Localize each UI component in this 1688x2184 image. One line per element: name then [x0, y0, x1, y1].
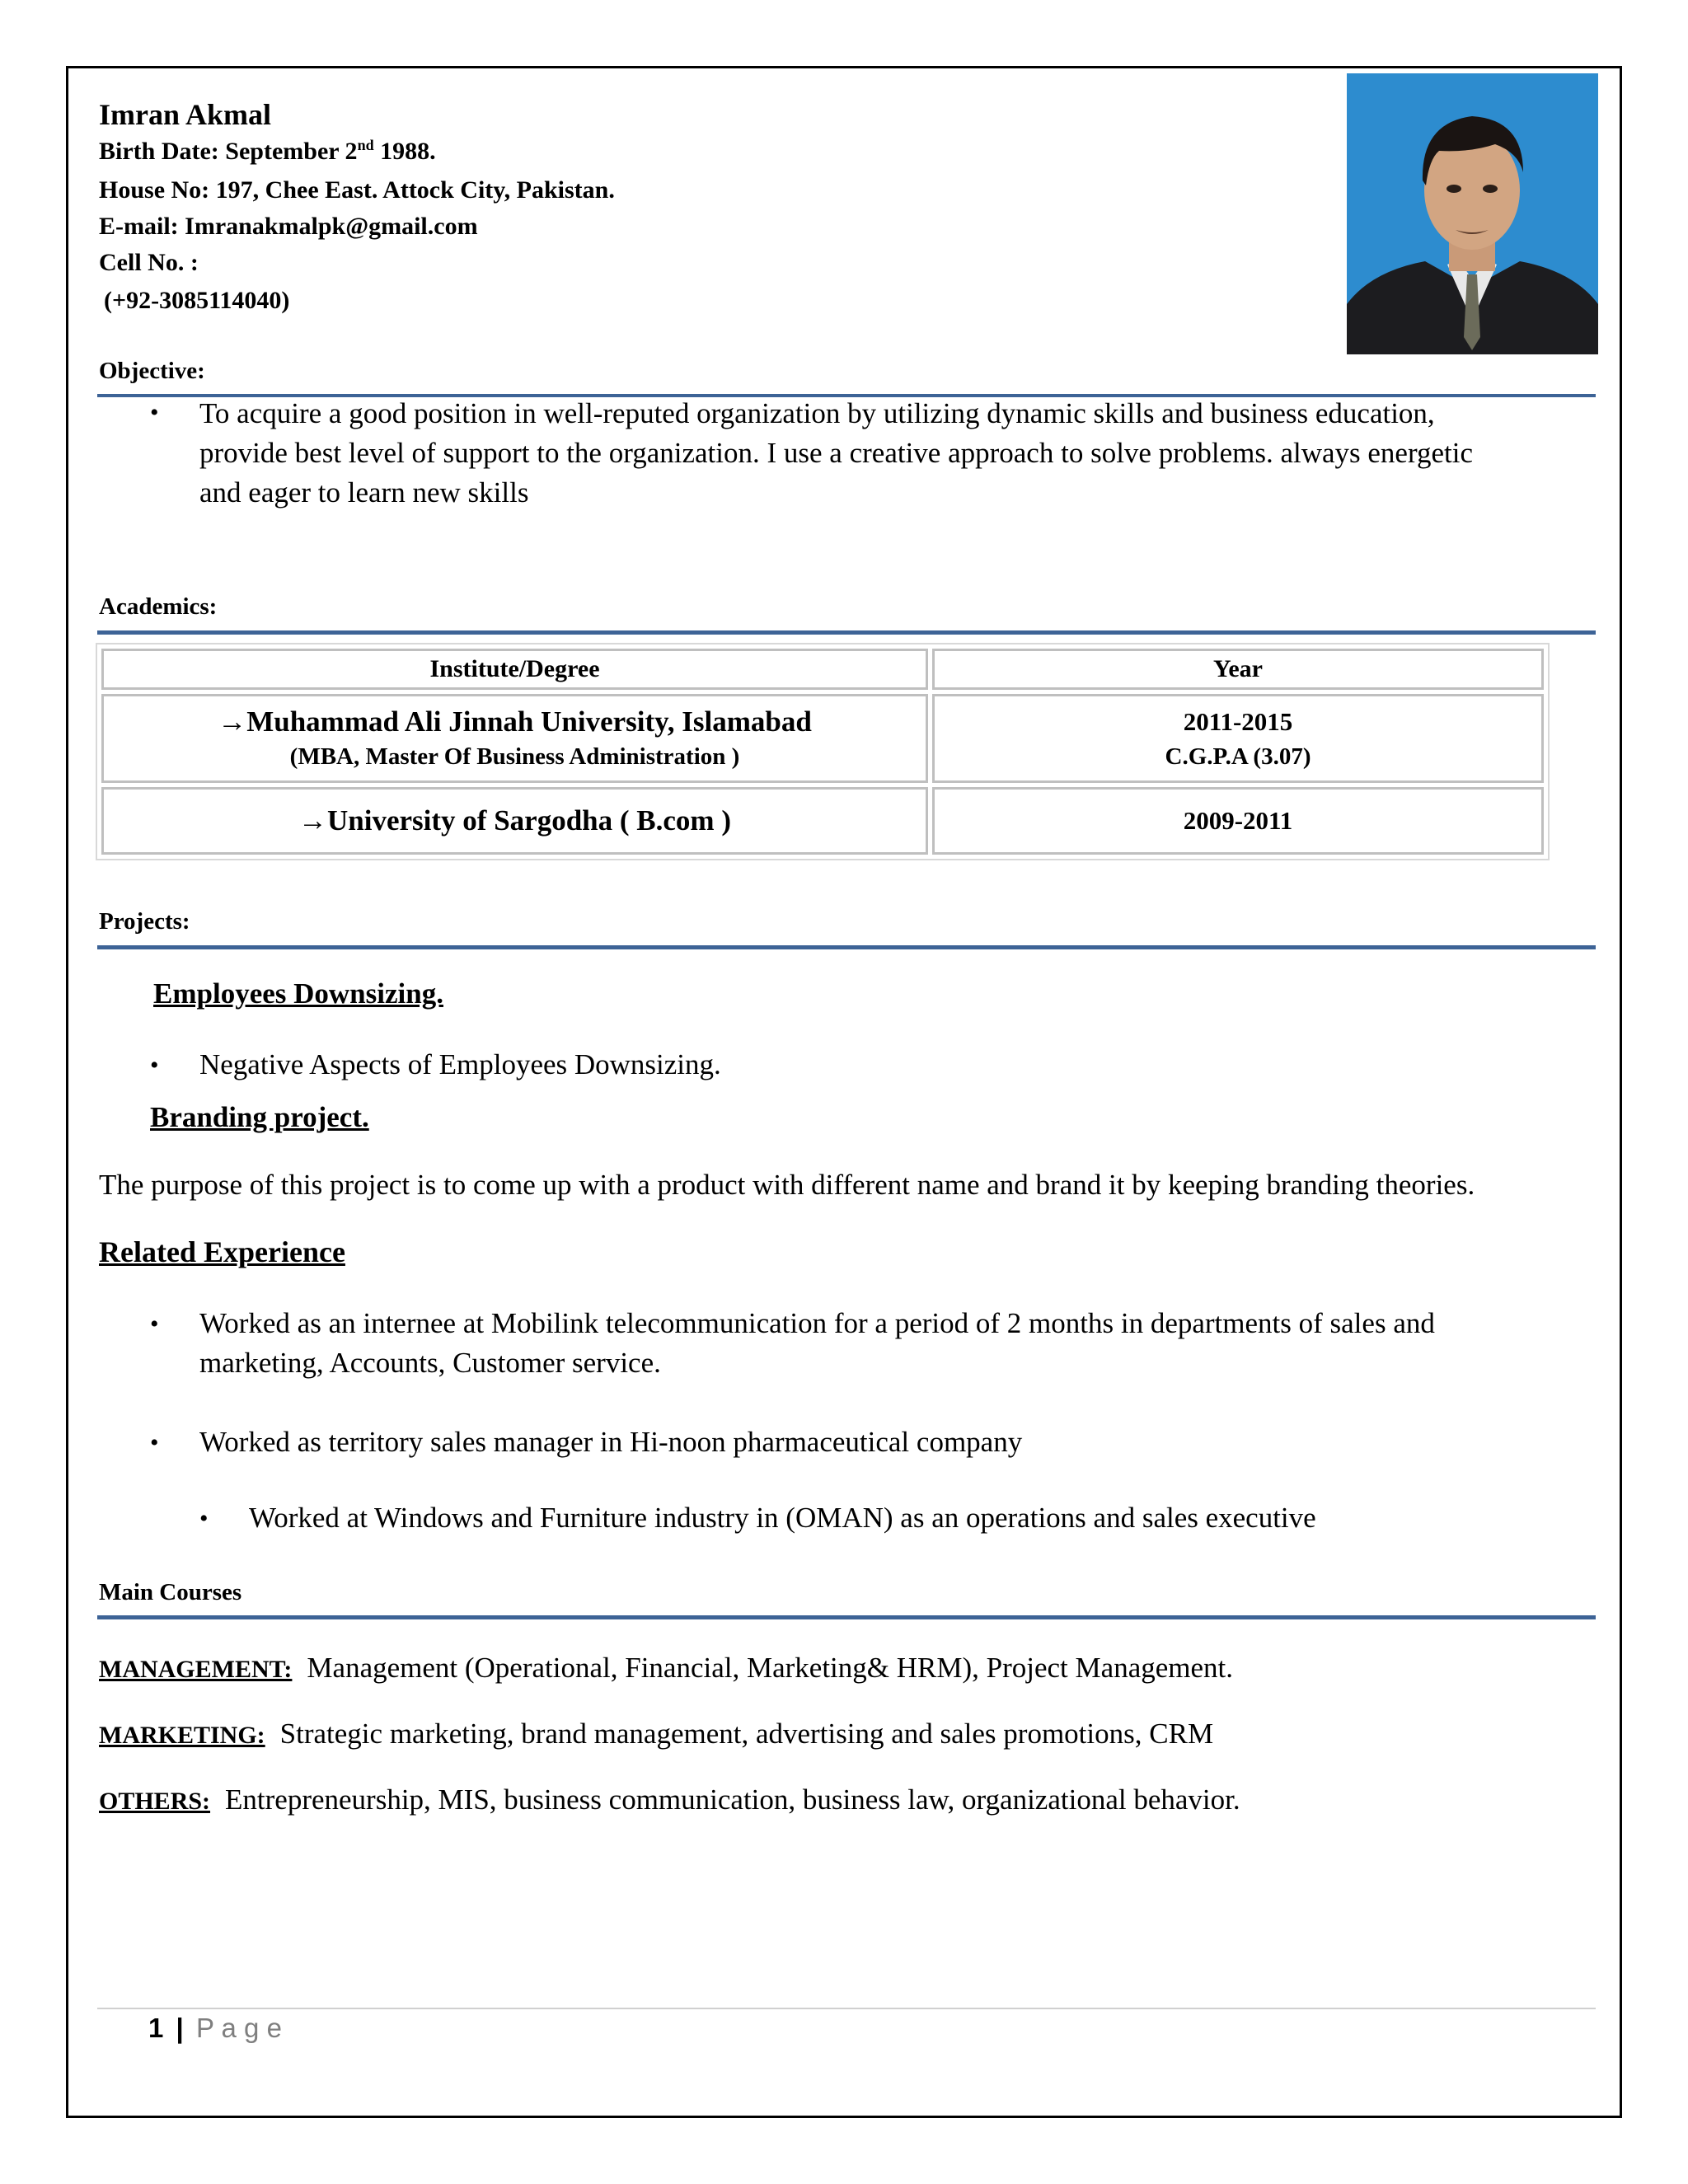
- birth-date-value: September 2: [225, 138, 358, 165]
- column-header-institute: Institute/Degree: [101, 649, 928, 690]
- page-number: 1: [148, 2013, 164, 2043]
- page-separator: |: [176, 2013, 184, 2043]
- project-title-downsizing: Employees Downsizing.: [153, 977, 443, 1010]
- footer-divider: [97, 2008, 1596, 2009]
- experience-item-1-line-1: Worked as an internee at Mobilink telecommunication for a period of 2 months in departments of sales and: [199, 1307, 1435, 1339]
- objective-line-1: To acquire a good position in well-reputed organization by utilizing dynamic skills and business education,: [199, 397, 1435, 429]
- experience-heading: Related Experience: [99, 1235, 345, 1268]
- project-title-branding: Branding project.: [150, 1101, 369, 1133]
- address: House No: 197, Chee East. Attock City, Pakistan.: [99, 176, 615, 204]
- email[interactable]: E-mail: Imranakmalpk@gmail.com: [99, 213, 478, 240]
- birth-date-label: Birth Date:: [99, 138, 219, 165]
- year-cell: [932, 787, 1544, 855]
- cgpa: C.G.P.A (3.07): [1165, 743, 1311, 770]
- table-header-row: [101, 649, 1544, 690]
- objective-bullet: •: [150, 399, 159, 426]
- courses-heading: Main Courses: [99, 1579, 242, 1605]
- course-marketing: [99, 1718, 1213, 1750]
- institute-cell: [101, 787, 928, 855]
- project-bullet: •: [150, 1052, 159, 1079]
- academics-divider: [97, 630, 1596, 635]
- objective-line-3: and eager to learn new skills: [199, 476, 529, 509]
- column-header-year: Year: [932, 649, 1544, 690]
- experience-bullet: •: [150, 1429, 159, 1456]
- objective-heading: Objective:: [99, 358, 205, 384]
- experience-item-1-line-2: marketing, Accounts, Customer service.: [199, 1347, 661, 1379]
- course-others: [99, 1783, 1240, 1816]
- course-label-marketing: MARKETING:: [99, 1722, 265, 1749]
- cell-number: (+92-3085114040): [104, 287, 290, 314]
- experience-bullet: •: [199, 1505, 209, 1532]
- course-management: [99, 1652, 1233, 1685]
- arrow-icon: →: [218, 705, 247, 738]
- page-word: P a g e: [195, 2013, 282, 2043]
- experience-bullet: •: [150, 1310, 159, 1338]
- portrait-image: [1347, 73, 1598, 354]
- course-label-others: OTHERS:: [99, 1788, 211, 1815]
- birth-date: [99, 137, 436, 166]
- projects-heading: Projects:: [99, 908, 190, 935]
- experience-item-3: Worked at Windows and Furniture industry in (OMAN) as an operations and sales executive: [249, 1502, 1316, 1534]
- table-row: [101, 694, 1544, 783]
- course-text-management: Management (Operational, Financial, Marketing& HRM), Project Management.: [307, 1652, 1233, 1684]
- year-range: 2009-2011: [1183, 806, 1293, 835]
- course-text-others: Entrepreneurship, MIS, business communication, business law, organizational behavior.: [225, 1783, 1240, 1816]
- institute-cell: [101, 694, 928, 783]
- experience-item-2: Worked as territory sales manager in Hi-noon pharmaceutical company: [199, 1426, 1023, 1458]
- project-bullet-text: Negative Aspects of Employees Downsizing.: [199, 1048, 721, 1080]
- degree-name: (MBA, Master Of Business Administration ): [289, 743, 740, 770]
- course-label-management: MANAGEMENT:: [99, 1656, 293, 1683]
- profile-photo: [1347, 73, 1598, 354]
- birth-date-suffix: nd: [357, 137, 374, 153]
- courses-divider: [97, 1615, 1596, 1619]
- page-footer: [148, 2013, 282, 2044]
- table-row: [101, 787, 1544, 855]
- candidate-name: Imran Akmal: [99, 98, 272, 131]
- year-range: 2011-2015: [1183, 707, 1293, 736]
- academics-table: [96, 643, 1550, 860]
- course-text-marketing: Strategic marketing, brand management, advertising and sales promotions, CRM: [279, 1718, 1214, 1750]
- project-description: The purpose of this project is to come up with a product with different name and brand it by keeping branding theories.: [99, 1169, 1475, 1201]
- institute-name: Muhammad Ali Jinnah University, Islamabad: [246, 705, 812, 738]
- year-cell: [932, 694, 1544, 783]
- projects-divider: [97, 945, 1596, 949]
- birth-date-year: 1988.: [373, 138, 436, 165]
- institute-name: University of Sargodha ( B.com ): [327, 804, 731, 837]
- objective-line-2: provide best level of support to the organization. I use a creative approach to solve problems. always energetic: [199, 437, 1474, 469]
- arrow-icon: →: [298, 804, 328, 837]
- cell-label: Cell No. :: [99, 249, 199, 276]
- academics-heading: Academics:: [99, 593, 218, 620]
